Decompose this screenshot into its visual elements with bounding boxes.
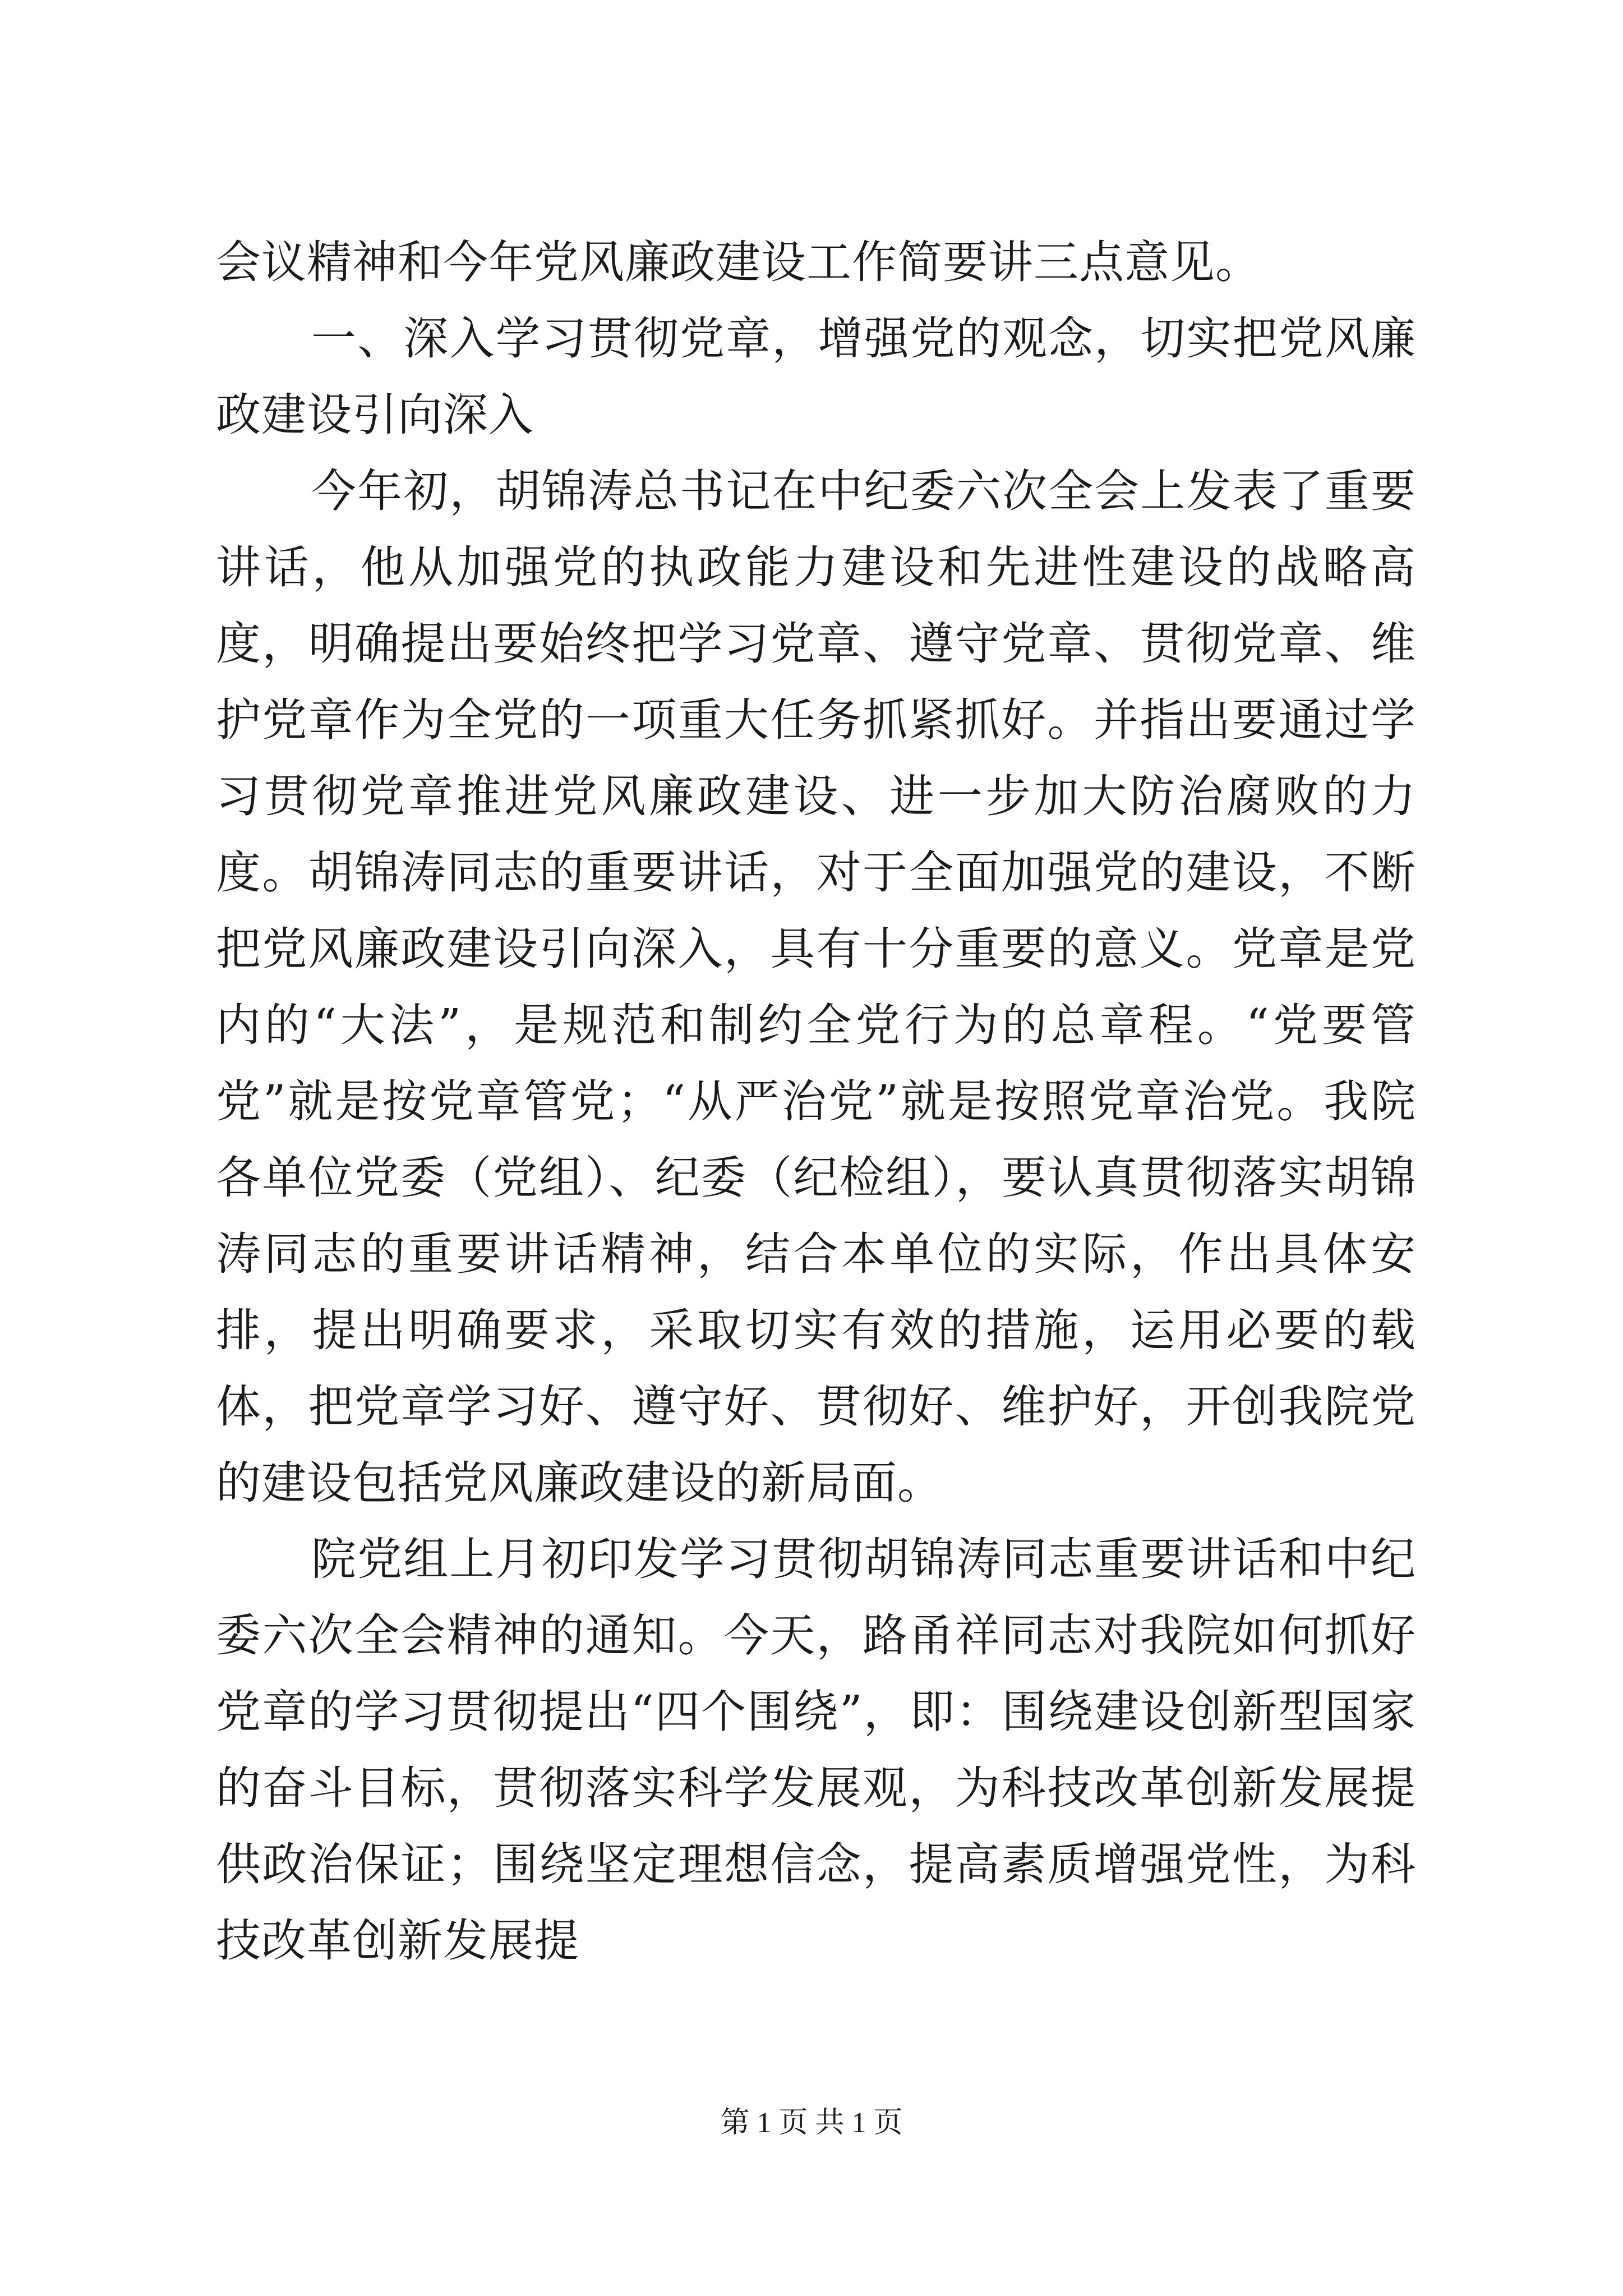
paragraph-continuation: 会议精神和今年党风廉政建设工作简要讲三点意见。 [216, 236, 1261, 288]
paragraph: 今年初，胡锦涛总书记在中纪委六次全会上发表了重要讲话，他从加强党的执政能力建设和先进性建设的战略高度，明确提出要始终把学习党章、遵守党章、贯彻党章、维护党章作为全党的一项重大任务抓紧抓好。并指出要通过学习贯彻党章推进党风廉政建设、进一步加大防治腐败的力度。胡锦涛同志的重要讲话，对于全面加强党的建设，不断把党风廉政建设引向深入，具有十分重要的意义。党章是党内的“大法”，是规范和制约全党行为的总章程。“党要管党”就是按党章管党；“从严治党”就是按照党章治党。我院各单位党委（党组）、纪委（纪检组），要认真贯彻落实胡锦涛同志的重要讲话精神，结合本单位的实际，作出具体安排，提出明确要求，采取切实有效的措施，运用必要的载体，把党章学习好、遵守好、贯彻好、维护好，开创我院党的建设包括党风廉政建设的新局面。 [216, 465, 1416, 1509]
section-heading: 一、深入学习贯彻党章，增强党的观念，切实把党风廉政建设引向深入 [216, 312, 1416, 441]
document-body [216, 224, 1416, 1979]
page-number-footer: 第 1 页 共 1 页 [720, 2107, 903, 2139]
paragraph: 院党组上月初印发学习贯彻胡锦涛同志重要讲话和中纪委六次全会精神的通知。今天，路甬祥同志对我院如何抓好党章的学习贯彻提出“四个围绕”，即：围绕建设创新型国家的奋斗目标，贯彻落实科学发展观，为科技改革创新发展提供政治保证；围绕坚定理想信念，提高素质增强党性，为科技改革创新发展提 [216, 1533, 1416, 1967]
